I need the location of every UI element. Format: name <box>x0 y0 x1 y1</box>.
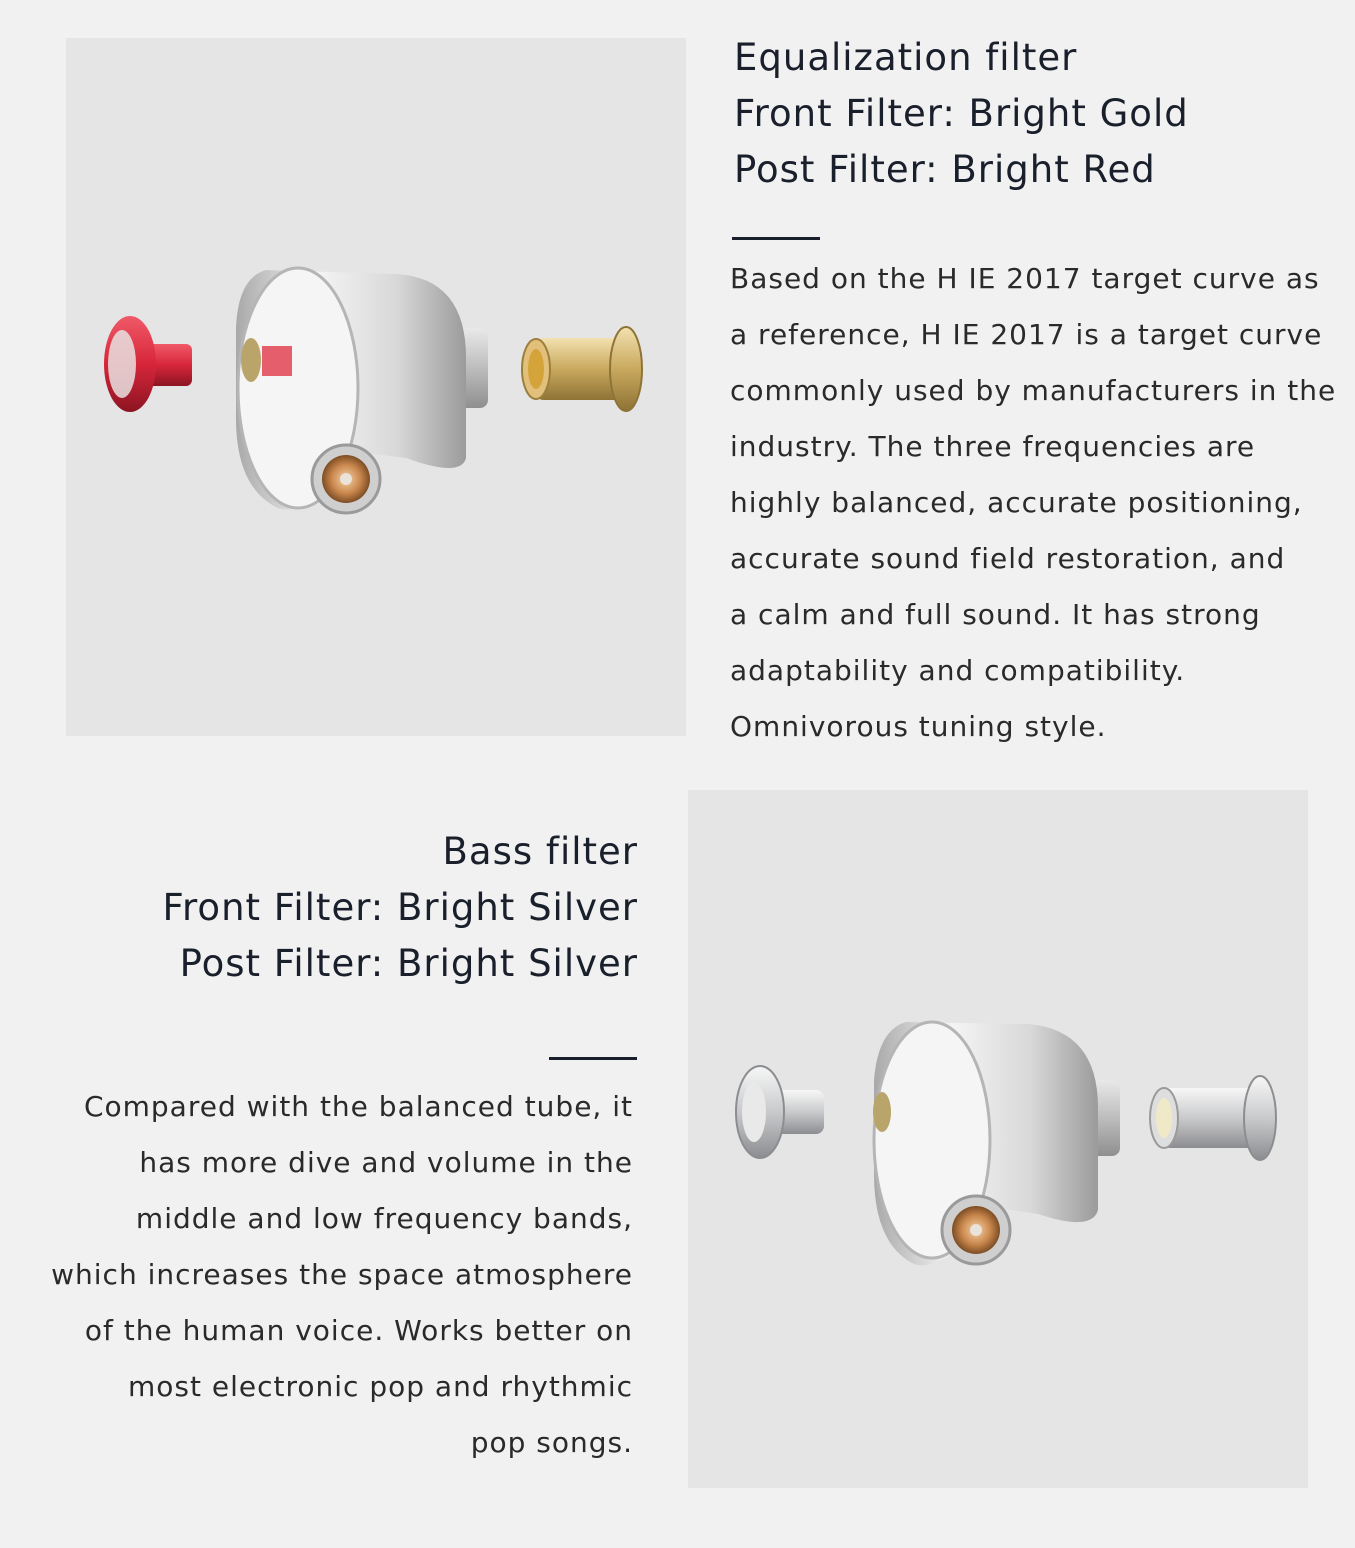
description-line: Omnivorous tuning style. <box>730 710 1107 743</box>
description-line: Compared with the balanced tube, it <box>83 1090 633 1123</box>
red-post-filter-icon <box>104 316 192 412</box>
description-line: a calm and full sound. It has strong <box>730 598 1261 631</box>
description-line: middle and low frequency bands, <box>135 1202 633 1235</box>
equalization-divider <box>732 237 820 240</box>
silver-front-filter-icon <box>1150 1076 1276 1160</box>
description-line: of the human voice. Works better on <box>84 1314 633 1347</box>
equalization-post-filter-line: Post Filter: Bright Red <box>734 148 1156 191</box>
description-line: which increases the space atmosphere <box>51 1258 633 1291</box>
equalization-filter-photo <box>66 38 686 736</box>
description-line: accurate sound field restoration, and <box>730 542 1286 575</box>
bass-divider <box>549 1057 637 1060</box>
bass-filter-photo <box>688 790 1308 1488</box>
description-line: most electronic pop and rhythmic <box>128 1370 633 1403</box>
description-line: has more dive and volume in the <box>139 1146 633 1179</box>
equalization-front-filter-line: Front Filter: Bright Gold <box>734 92 1189 135</box>
bass-post-filter-line: Post Filter: Bright Silver <box>179 942 638 985</box>
earphone-with-bass-filters-illustration <box>688 790 1308 1488</box>
equalization-heading-line: Equalization filter <box>734 36 1078 79</box>
description-line: commonly used by manufacturers in the <box>730 374 1337 407</box>
bass-heading-line: Bass filter <box>442 830 638 873</box>
description-line: a reference, H IE 2017 is a target curve <box>730 318 1323 351</box>
earphone-shell-icon <box>873 1022 1120 1265</box>
description-line: adaptability and compatibility. <box>730 654 1186 687</box>
bass-front-filter-line: Front Filter: Bright Silver <box>162 886 638 929</box>
equalization-description <box>730 251 1336 755</box>
description-line: industry. The three frequencies are <box>730 430 1256 463</box>
earphone-shell-icon <box>236 268 488 513</box>
description-line: Based on the H IE 2017 target curve as <box>730 262 1320 295</box>
description-line: highly balanced, accurate positioning, <box>730 486 1303 519</box>
bass-description <box>51 1079 633 1471</box>
gold-front-filter-icon <box>522 327 642 411</box>
silver-post-filter-icon <box>736 1066 824 1158</box>
description-line: pop songs. <box>470 1426 633 1459</box>
earphone-with-equalization-filters-illustration <box>66 38 686 736</box>
bass-filter-heading <box>162 824 638 992</box>
equalization-filter-heading <box>734 30 1189 198</box>
